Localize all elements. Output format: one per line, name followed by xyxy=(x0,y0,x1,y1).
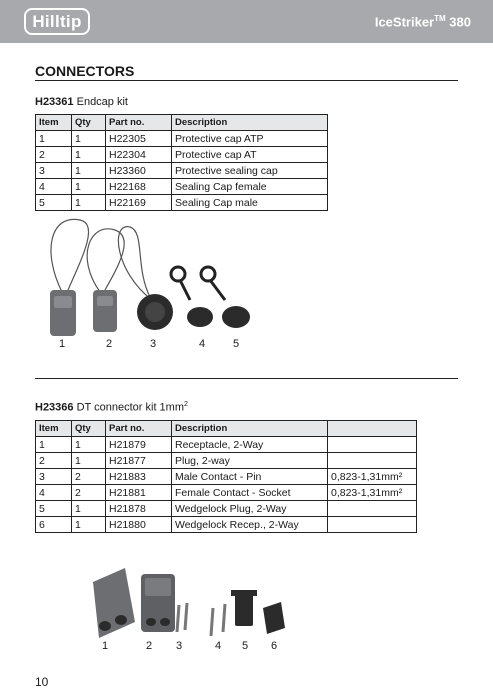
table-header-row xyxy=(36,115,328,131)
table-cell: 1 xyxy=(72,437,106,453)
kit2-title xyxy=(35,401,188,414)
kit2-name: DT connector kit 1mm xyxy=(76,401,184,414)
table-row xyxy=(36,163,328,179)
figure-label: 6 xyxy=(271,640,278,652)
table-cell: 2 xyxy=(36,147,72,163)
table-cell: Female Contact - Socket xyxy=(172,485,328,501)
kit1-title xyxy=(35,96,128,108)
column-header: Part no. xyxy=(106,115,172,131)
table-cell: 1 xyxy=(72,501,106,517)
connector-hole xyxy=(160,618,170,626)
table-cell: Plug, 2-way xyxy=(172,453,328,469)
endcap-kit-photo xyxy=(40,212,270,340)
table-cell: 1 xyxy=(72,147,106,163)
wedgelock-detail xyxy=(231,590,257,596)
table-header-row xyxy=(36,421,417,437)
table-row xyxy=(36,131,328,147)
kit2-name-sup: 2 xyxy=(184,401,188,408)
cap-tether xyxy=(180,280,190,300)
table-cell: 2 xyxy=(72,469,106,485)
figure-label: 3 xyxy=(176,640,183,652)
table-cell: 0,823-1,31mm² xyxy=(328,469,417,485)
column-header xyxy=(328,421,417,437)
table-row xyxy=(36,501,417,517)
table-cell: 1 xyxy=(72,453,106,469)
table-cell: Sealing Cap male xyxy=(172,195,328,211)
male-contact-pin xyxy=(185,603,187,630)
section-title: CONNECTORS xyxy=(35,63,135,79)
product-name xyxy=(375,14,471,29)
table-row xyxy=(36,195,328,211)
table-cell: Protective sealing cap xyxy=(172,163,328,179)
trademark-sup: TM xyxy=(434,14,446,23)
column-header: Item xyxy=(36,421,72,437)
table-cell xyxy=(328,437,417,453)
cap-detail xyxy=(145,302,165,322)
table-row xyxy=(36,437,417,453)
table-cell: Wedgelock Recep., 2-Way xyxy=(172,517,328,533)
table-cell: H21877 xyxy=(106,453,172,469)
section-divider xyxy=(35,378,458,379)
column-header: Description xyxy=(172,421,328,437)
product-number: 380 xyxy=(449,14,471,30)
table-cell: H21880 xyxy=(106,517,172,533)
figure-label: 3 xyxy=(150,338,157,350)
figure-label: 2 xyxy=(146,640,153,652)
connector-hole xyxy=(115,615,127,625)
figure-label: 1 xyxy=(59,338,66,350)
wedgelock-receptacle xyxy=(263,602,285,634)
table-cell: Wedgelock Plug, 2-Way xyxy=(172,501,328,517)
figure-label: 5 xyxy=(233,338,240,350)
figure-label: 1 xyxy=(102,640,109,652)
table-cell: 3 xyxy=(36,163,72,179)
sealing-cap-female xyxy=(187,307,213,327)
table-cell: 4 xyxy=(36,485,72,501)
column-header: Qty xyxy=(72,115,106,131)
table-cell xyxy=(328,453,417,469)
plug-detail xyxy=(145,578,171,596)
dt-connector-kit-photo xyxy=(85,560,305,642)
sealing-cap-male xyxy=(222,306,250,328)
table-cell: 2 xyxy=(36,453,72,469)
product-title: IceStriker xyxy=(374,14,435,30)
lanyard-loop xyxy=(51,219,89,292)
hilltip-logo: Hilltip xyxy=(24,8,90,35)
female-contact-socket xyxy=(223,604,225,632)
table-cell: H22304 xyxy=(106,147,172,163)
cap-detail xyxy=(97,296,113,306)
connector-hole xyxy=(99,621,111,631)
table-cell: 1 xyxy=(72,517,106,533)
column-header: Item xyxy=(36,115,72,131)
sealing-cap-male-ring xyxy=(201,267,215,281)
sealing-cap-female-ring xyxy=(171,267,185,281)
table-cell: 1 xyxy=(72,163,106,179)
cap-tether xyxy=(210,280,225,300)
table-cell: Male Contact - Pin xyxy=(172,469,328,485)
kit2-code: H23366 xyxy=(35,401,74,414)
page-header xyxy=(0,0,493,43)
table-row xyxy=(36,517,417,533)
table-cell: H21878 xyxy=(106,501,172,517)
table-cell: H22305 xyxy=(106,131,172,147)
table-cell: H21883 xyxy=(106,469,172,485)
table-cell: 5 xyxy=(36,195,72,211)
table-cell: 2 xyxy=(72,485,106,501)
kit1-name: Endcap kit xyxy=(76,96,128,108)
table-cell: 1 xyxy=(36,437,72,453)
table-cell: H21881 xyxy=(106,485,172,501)
female-contact-socket xyxy=(211,608,213,636)
page-number: 10 xyxy=(35,675,49,689)
table-cell: Receptacle, 2-Way xyxy=(172,437,328,453)
table-cell: H22168 xyxy=(106,179,172,195)
table-row xyxy=(36,453,417,469)
figure-label: 5 xyxy=(242,640,249,652)
table-row xyxy=(36,485,417,501)
table-cell: 0,823-1,31mm² xyxy=(328,485,417,501)
table-cell: Sealing Cap female xyxy=(172,179,328,195)
table-cell: 1 xyxy=(72,195,106,211)
table-cell: 3 xyxy=(36,469,72,485)
table-cell: H21879 xyxy=(106,437,172,453)
figure-label: 2 xyxy=(106,338,113,350)
table-cell: Protective cap AT xyxy=(172,147,328,163)
figure-label: 4 xyxy=(199,338,206,350)
wedgelock-plug xyxy=(235,594,253,626)
table-cell: 1 xyxy=(72,131,106,147)
table-cell: 5 xyxy=(36,501,72,517)
table-row xyxy=(36,179,328,195)
table-cell: Protective cap ATP xyxy=(172,131,328,147)
table-cell: H23360 xyxy=(106,163,172,179)
table-cell xyxy=(328,501,417,517)
cap-detail xyxy=(54,296,72,308)
column-header: Qty xyxy=(72,421,106,437)
section-divider xyxy=(35,80,458,81)
male-contact-pin xyxy=(177,605,179,632)
table-cell: H22169 xyxy=(106,195,172,211)
table-cell xyxy=(328,517,417,533)
connector-hole xyxy=(146,618,156,626)
kit1-code: H23361 xyxy=(35,96,74,108)
table-cell: 1 xyxy=(36,131,72,147)
figure-label: 4 xyxy=(215,640,222,652)
kit2-parts-table xyxy=(35,420,417,533)
column-header: Description xyxy=(172,115,328,131)
table-cell: 4 xyxy=(36,179,72,195)
kit1-parts-table xyxy=(35,114,328,211)
column-header: Part no. xyxy=(106,421,172,437)
table-cell: 6 xyxy=(36,517,72,533)
table-row xyxy=(36,147,328,163)
table-cell: 1 xyxy=(72,179,106,195)
table-row xyxy=(36,469,417,485)
